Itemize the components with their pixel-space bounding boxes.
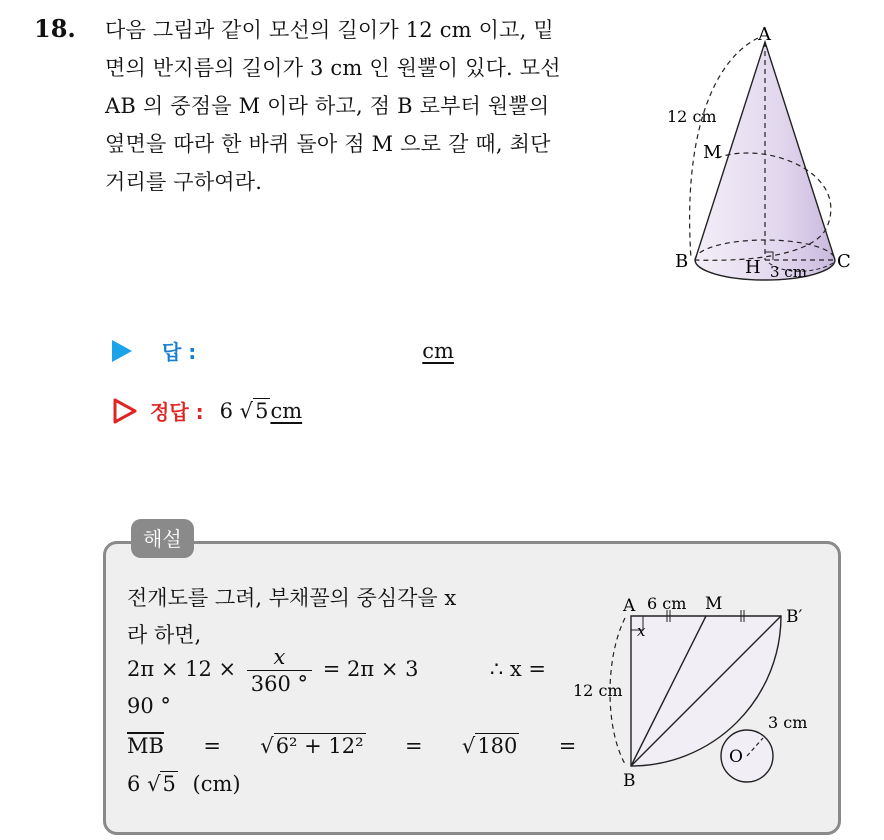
question-line-2: 면의 반지름의 길이가 3 cm 인 원뿔이 있다. 모선 [105, 56, 561, 80]
answer-row [112, 336, 454, 365]
label-3cm: 3 cm [770, 263, 807, 281]
label-A: A [758, 24, 771, 45]
label-M: M [703, 142, 722, 163]
solution-mb-equation: $\overline{MB} = √6^2 + 12^2 = √180$ = [127, 734, 577, 758]
solution-line-2: 라 하면, [127, 623, 202, 647]
solution-line-4: 90 ° [127, 694, 171, 718]
question-number: 18. [34, 14, 76, 43]
question-line-3: AB 의 중점을 M 이라 하고, 점 B 로부터 원뿔의 [105, 94, 550, 118]
label-x: x [637, 622, 646, 640]
label-M2: M [705, 594, 723, 614]
correct-value: 6 √5cm [219, 398, 303, 423]
label-A2: A [623, 596, 636, 616]
correct-answer-row [112, 396, 302, 425]
question-line-5: 거리를 구하여라. [105, 170, 263, 194]
solution-line-1: 전개도를 그려, 부채꼴의 중심각을 x [127, 586, 457, 610]
label-12cm: 12 cm [667, 107, 717, 126]
solution-line-6: 6 √5 (cm) [127, 772, 241, 796]
cone-figure [665, 22, 865, 282]
label-Bp: B′ [786, 607, 803, 627]
label-B: B [675, 251, 689, 272]
question-line-4: 옆면을 따라 한 바퀴 돌아 점 M 으로 갈 때, 최단 [105, 132, 551, 156]
question-line-1: 다음 그림과 같이 모선의 길이가 12 cm 이고, 밑 [105, 18, 554, 42]
net-figure [565, 588, 825, 798]
play-icon [112, 340, 132, 362]
answer-label: 답 : [162, 340, 197, 364]
solution-equation-1: 2π × 12 × $\frac{x}{360 ^\circ}$ = 2π × 3 ∴ x = [127, 645, 547, 696]
solution-tab: 해설 [131, 519, 194, 558]
label-3cm-2: 3 cm [768, 713, 808, 732]
label-C: C [837, 251, 851, 272]
label-B2: B [623, 771, 636, 791]
correct-label: 정답 : [150, 400, 204, 424]
label-12cm-2: 12 cm [573, 681, 623, 700]
outline-triangle-icon [112, 398, 138, 424]
answer-input[interactable]: cm [422, 338, 454, 363]
label-O: O [729, 747, 743, 767]
label-6cm: 6 cm [647, 594, 687, 613]
label-H: H [745, 257, 761, 278]
